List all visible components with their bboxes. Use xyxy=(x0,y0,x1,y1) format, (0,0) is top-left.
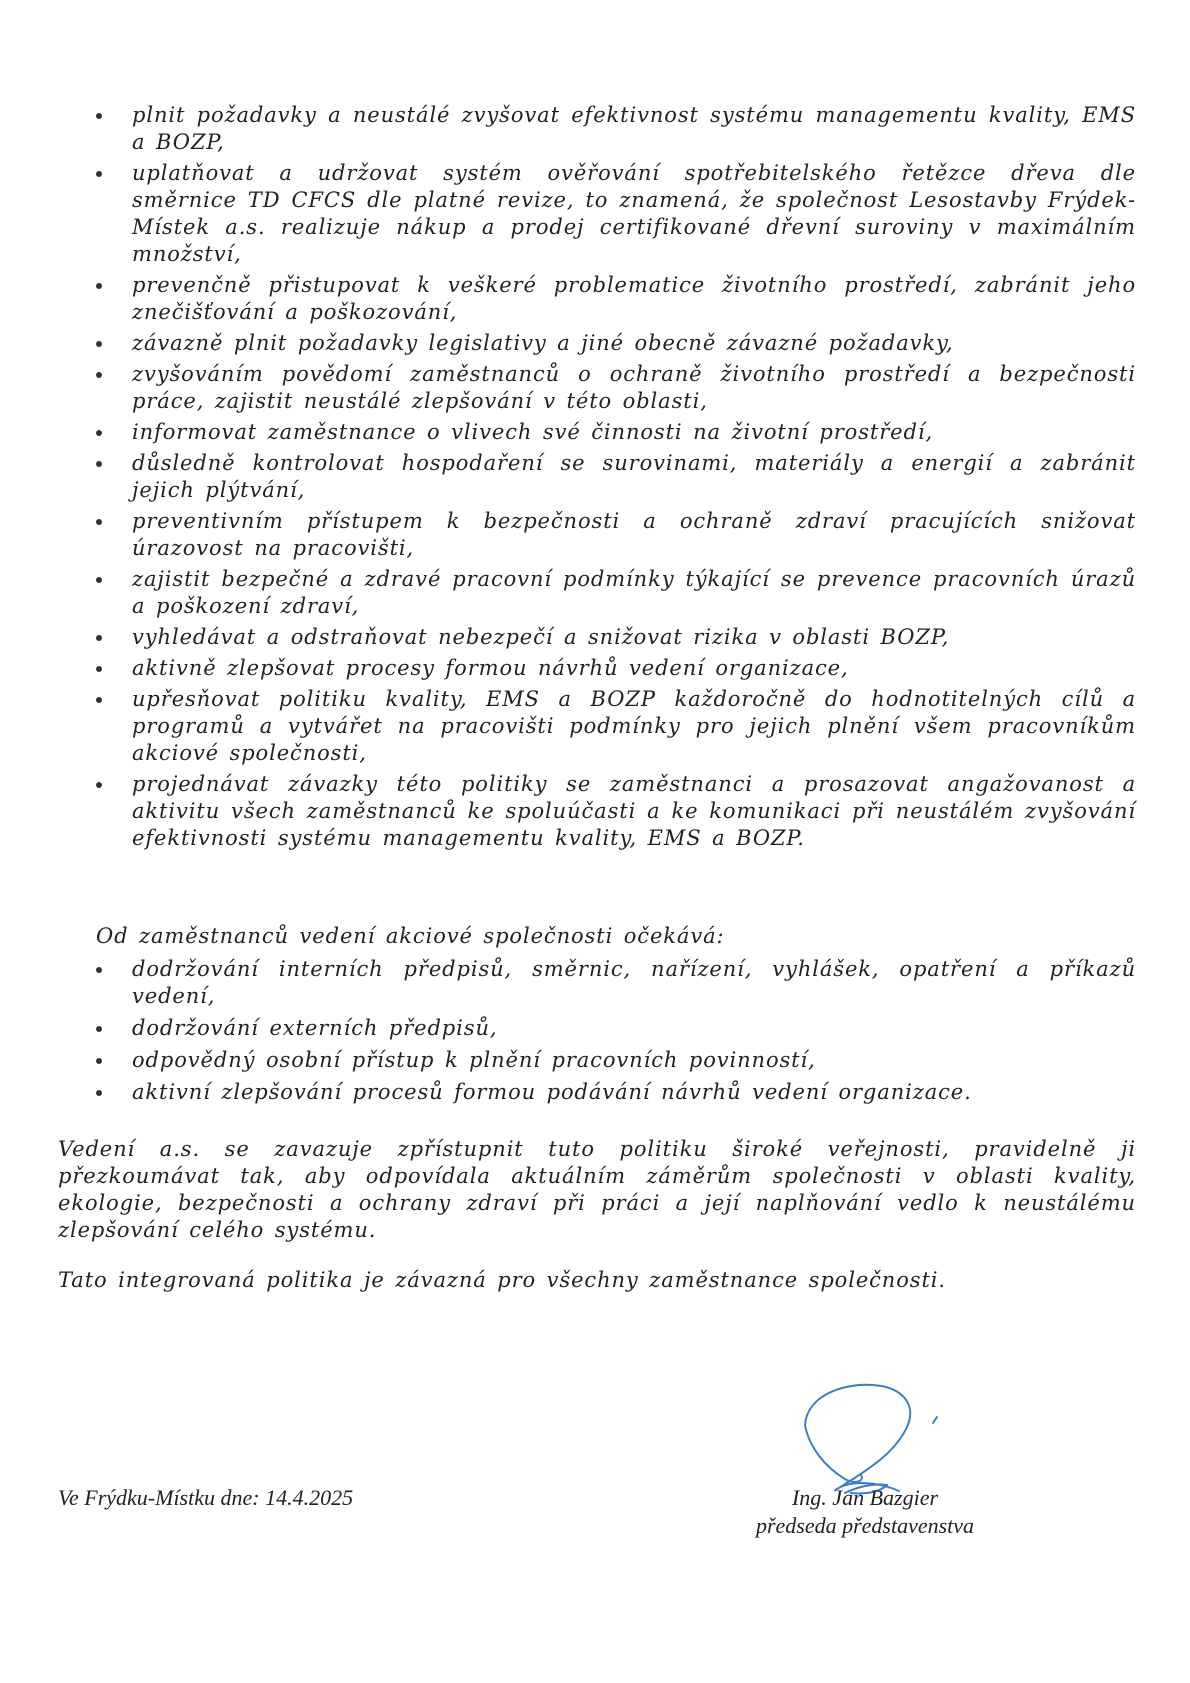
bullet-icon xyxy=(96,283,102,289)
list-item-text: odpovědný osobní přístup k plnění pracovních povinností, xyxy=(132,1048,816,1072)
list-item-text: plnit požadavky a neustálé zvyšovat efektivnost systému managementu kvality, EMS a BOZP, xyxy=(132,103,1136,154)
list-item-text: zajistit bezpečné a zdravé pracovní podmínky týkající se prevence pracovních úrazů a poškození zdraví, xyxy=(132,567,1136,618)
bullet-icon xyxy=(96,635,102,641)
list-item xyxy=(96,102,1136,156)
list-item xyxy=(96,566,1136,620)
signature-stroke xyxy=(933,1417,937,1423)
list-item xyxy=(96,330,1136,357)
list-item-text: uplatňovat a udržovat systém ověřování spotřebitelského řetězce dřeva dle směrnice TD CFCS dle platné revize, to znamená, že společnost Lesostavby Frýdek-Místek a.s. realizuje nákup a prodej certifikované dřevní suroviny v maximálním množství, xyxy=(132,161,1136,266)
bullet-icon xyxy=(96,519,102,525)
binding-statement: Tato integrovaná politika je závazná pro všechny zaměstnance společnosti. xyxy=(58,1268,946,1292)
list-item-text: vyhledávat a odstraňovat nebezpečí a snižovat rizika v oblasti BOZP, xyxy=(132,625,950,649)
list-item xyxy=(96,1047,1136,1074)
list-item-text: aktivně zlepšovat procesy formou návrhů vedení organizace, xyxy=(132,656,849,680)
list-item-text: závazně plnit požadavky legislativy a jiné obecně závazné požadavky, xyxy=(132,331,954,355)
signature-stroke xyxy=(805,1425,862,1482)
bullet-icon xyxy=(96,967,102,973)
bullet-icon xyxy=(96,171,102,177)
closing-paragraph: Vedení a.s. se zavazuje zpřístupnit tuto politiku široké veřejnosti, pravidelně ji přezkoumávat tak, aby odpovídala aktuálním záměrům společnosti v oblasti kvality, ekologie, bezpečnosti a ochrany zdraví při práci a její naplňování vedlo k neustálému zlepšování celého systému. xyxy=(58,1137,1136,1242)
signer-name: Ing. Jan Bazgier xyxy=(791,1485,939,1510)
list-item xyxy=(96,1015,1136,1042)
bullet-icon xyxy=(96,782,102,788)
list-item-text: dodržování externích předpisů, xyxy=(132,1016,498,1040)
signer-title: předseda představenstva xyxy=(755,1513,975,1538)
bullet-icon xyxy=(96,697,102,703)
list-item xyxy=(96,450,1136,504)
commitments-list xyxy=(96,102,1136,856)
bullet-icon xyxy=(96,341,102,347)
bullet-icon xyxy=(96,1058,102,1064)
list-item-text: zvyšováním povědomí zaměstnanců o ochraně životního prostředí a bezpečnosti práce, zajistit neustálé zlepšování v této oblasti, xyxy=(132,362,1136,413)
list-item xyxy=(96,508,1136,562)
bullet-icon xyxy=(96,430,102,436)
list-item xyxy=(96,361,1136,415)
signer-block xyxy=(700,1484,1030,1540)
signature-strokes xyxy=(805,1385,937,1494)
list-item-text: informovat zaměstnance o vlivech své činnosti na životní prostředí, xyxy=(132,420,934,444)
bullet-icon xyxy=(96,577,102,583)
bullet-icon xyxy=(96,1026,102,1032)
list-item-text: dodržování interních předpisů, směrnic, nařízení, vyhlášek, opatření a příkazů vedení, xyxy=(132,957,1136,1008)
list-item-text: prevenčně přistupovat k veškeré problematice životního prostředí, zabránit jeho znečišťování a poškozování, xyxy=(132,273,1136,324)
employee-expectations-intro: Od zaměstnanců vedení akciové společnosti očekává: xyxy=(96,924,725,948)
bullet-icon xyxy=(96,666,102,672)
list-item-text: projednávat závazky této politiky se zaměstnanci a prosazovat angažovanost a aktivitu všech zaměstnanců ke spoluúčasti a ke komunikaci při neustálém zvyšování efektivnosti systému managementu kvality, EMS a BOZP. xyxy=(132,772,1136,850)
list-item xyxy=(96,272,1136,326)
employee-expectations-list xyxy=(96,956,1136,1111)
bullet-icon xyxy=(96,372,102,378)
list-item xyxy=(96,1079,1136,1106)
list-item-text: důsledně kontrolovat hospodaření se surovinami, materiály a energií a zabránit jejich plýtvání, xyxy=(132,451,1136,502)
list-item-text: aktivní zlepšování procesů formou podávání návrhů vedení organizace. xyxy=(132,1080,972,1104)
list-item xyxy=(96,686,1136,767)
list-item xyxy=(96,624,1136,651)
list-item-text: upřesňovat politiku kvality, EMS a BOZP každoročně do hodnotitelných cílů a programů a vytvářet na pracovišti podmínky pro jejich plnění všem pracovníkům akciové společnosti, xyxy=(132,687,1136,765)
bullet-icon xyxy=(96,113,102,119)
bullet-icon xyxy=(96,1090,102,1096)
list-item xyxy=(96,655,1136,682)
signature-stroke xyxy=(805,1385,910,1491)
list-item-text: preventivním přístupem k bezpečnosti a ochraně zdraví pracujících snižovat úrazovost na pracovišti, xyxy=(132,509,1136,560)
list-item xyxy=(96,419,1136,446)
bullet-icon xyxy=(96,461,102,467)
list-item xyxy=(96,956,1136,1010)
place-and-date: Ve Frýdku-Místku dne: 14.4.2025 xyxy=(58,1485,354,1510)
list-item xyxy=(96,771,1136,852)
list-item xyxy=(96,160,1136,268)
